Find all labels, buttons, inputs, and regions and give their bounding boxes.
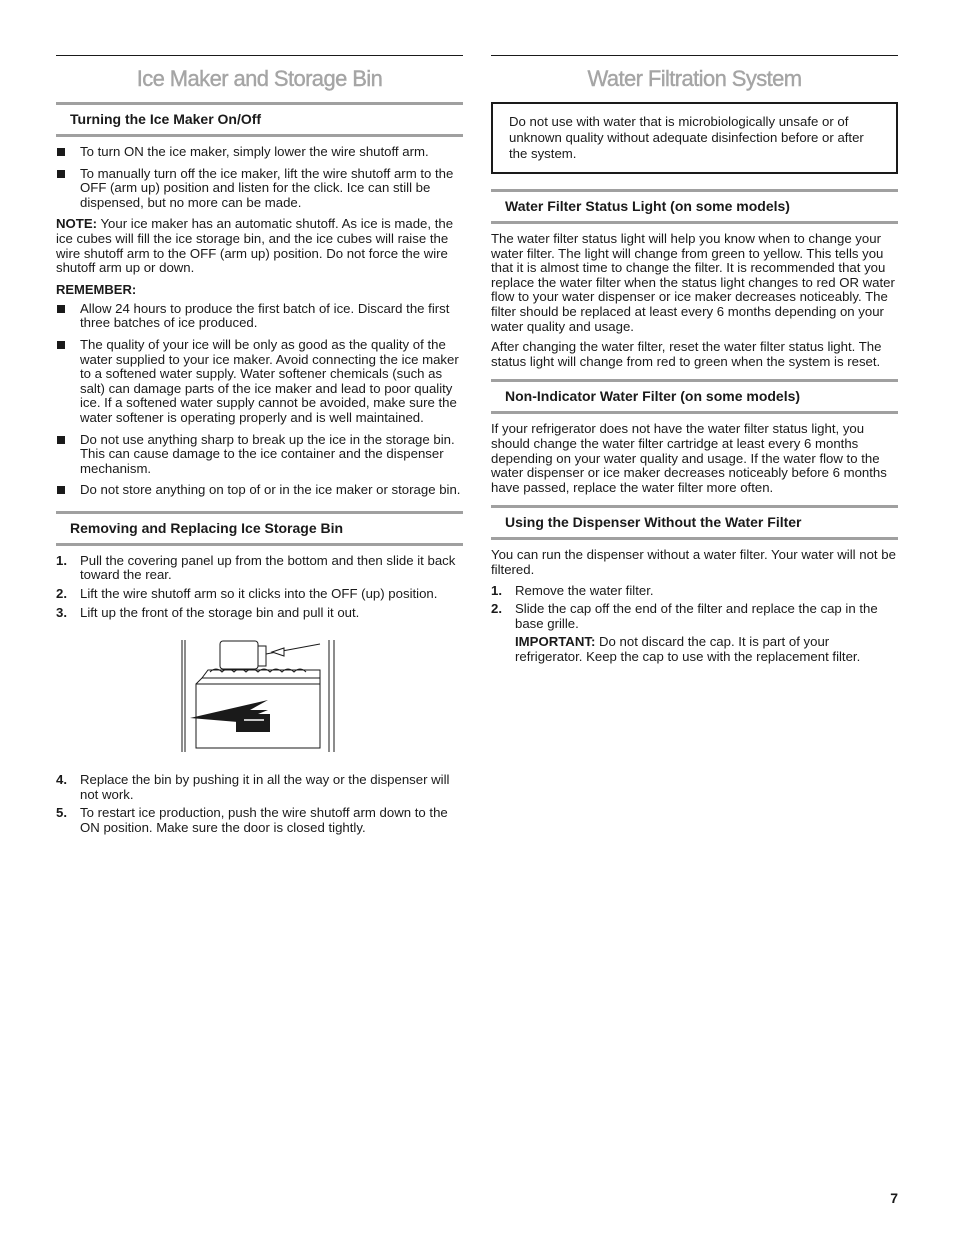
subheading-turning-ice-maker: Turning the Ice Maker On/Off xyxy=(56,102,463,137)
square-bullet-icon xyxy=(57,305,65,313)
list-item: 2. Lift the wire shutoff arm so it clicks into the OFF (up) position. xyxy=(56,586,438,602)
page-number: 7 xyxy=(890,1190,898,1206)
steps-remove-bin xyxy=(56,554,463,620)
non-indicator-paragraph: If your refrigerator does not have the water filter status light, you should change the water filter cartridge at least every 6 months depending on your water quality and usage. If the water flow to the water dispenser or ice maker decreases noticeably before 6 months have passed, replace the water filter more often. xyxy=(491,421,887,495)
remember-label: REMEMBER: xyxy=(56,281,137,297)
warning-text: Do not use with water that is microbiologically unsafe or of unknown quality without adequate disinfection before or after the system. xyxy=(509,114,864,161)
ice-bin-illustration xyxy=(180,638,340,754)
square-bullet-icon xyxy=(57,148,65,156)
important-note: IMPORTANT: Do not discard the cap. It is part of your refrigerator. Keep the cap to use with the replacement filter. xyxy=(515,634,861,664)
subheading-non-indicator: Non-Indicator Water Filter (on some models) xyxy=(491,379,898,414)
square-bullet-icon xyxy=(57,436,65,444)
square-bullet-icon xyxy=(57,341,65,349)
list-item: 4. Replace the bin by pushing it in all the way or the dispenser will not work. xyxy=(56,772,450,802)
subheading-status-light: Water Filter Status Light (on some models) xyxy=(491,189,898,224)
square-bullet-icon xyxy=(57,486,65,494)
bullet-list-on-off xyxy=(56,145,463,210)
subheading-without-filter: Using the Dispenser Without the Water Filter xyxy=(491,505,898,540)
list-item: To manually turn off the ice maker, lift the wire shutoff arm to the OFF (arm up) position and listen for the click. Ice can still be dispensed, but no more can be made. xyxy=(56,167,463,211)
right-column xyxy=(491,55,898,664)
list-item: 2. Slide the cap off the end of the filter and replace the cap in the base grille. xyxy=(491,601,878,631)
list-item: Do not use anything sharp to break up the ice in the storage bin. This can cause damage to the ice container and the dispenser mechanism. xyxy=(56,433,463,477)
list-item: 5. To restart ice production, push the wire shutoff arm down to the ON position. Make sure the door is closed tightly. xyxy=(56,805,448,836)
list-item: Do not store anything on top of or in the ice maker or storage bin. xyxy=(56,483,463,498)
steps-replace-bin xyxy=(56,773,463,835)
section-title-ice-maker: Ice Maker and Storage Bin xyxy=(136,66,383,91)
list-item: The quality of your ice will be only as good as the quality of the water supplied to your ice maker. Avoid connecting the ice maker to a softened water supply. Water softener chemicals (such as salt) can damage parts of the ice maker and lead to poor quality ice. If a softened water supply cannot be avoided, make sure the water softener is operating properly and is well maintained. xyxy=(56,338,463,426)
bullet-list-remember xyxy=(56,302,463,498)
subheading-removing-bin: Removing and Replacing Ice Storage Bin xyxy=(56,511,463,546)
warning-box xyxy=(491,102,898,174)
without-filter-paragraph: You can run the dispenser without a water filter. Your water will not be filtered. xyxy=(491,547,896,577)
square-bullet-icon xyxy=(57,170,65,178)
list-item: 1. Remove the water filter. xyxy=(491,582,654,598)
list-item: Allow 24 hours to produce the first batch of ice. Discard the first three batches of ice produced. xyxy=(56,302,463,331)
steps-without-filter xyxy=(491,584,898,632)
reset-paragraph: After changing the water filter, reset the water filter status light. The status light will change from red to green when the system is reset. xyxy=(491,339,882,369)
list-item: 3. Lift up the front of the storage bin and pull it out. xyxy=(56,604,360,620)
left-column xyxy=(56,55,463,840)
list-item: 1. Pull the covering panel up from the bottom and then slide it back toward the rear. xyxy=(56,552,456,583)
section-title-water-filtration: Water Filtration System xyxy=(587,66,802,91)
note-paragraph: NOTE: Your ice maker has an automatic shutoff. As ice is made, the ice cubes will fill the ice storage bin, and the ice cubes will raise the wire shutoff arm to the OFF (arm up) position. Do not force the wire shutoff arm up or down. xyxy=(56,216,454,276)
list-item: To turn ON the ice maker, simply lower the wire shutoff arm. xyxy=(56,145,463,160)
status-light-paragraph: The water filter status light will help you know when to change your water filter. The light will change from green to yellow. This tells you that it is almost time to change the filter. It is recommended that you replace the water filter when the status light changes to red OR water flow to your water dispenser or ice maker decreases noticeably. The filter should be replaced at least every 6 months depending on your water quality and usage. xyxy=(491,231,895,334)
